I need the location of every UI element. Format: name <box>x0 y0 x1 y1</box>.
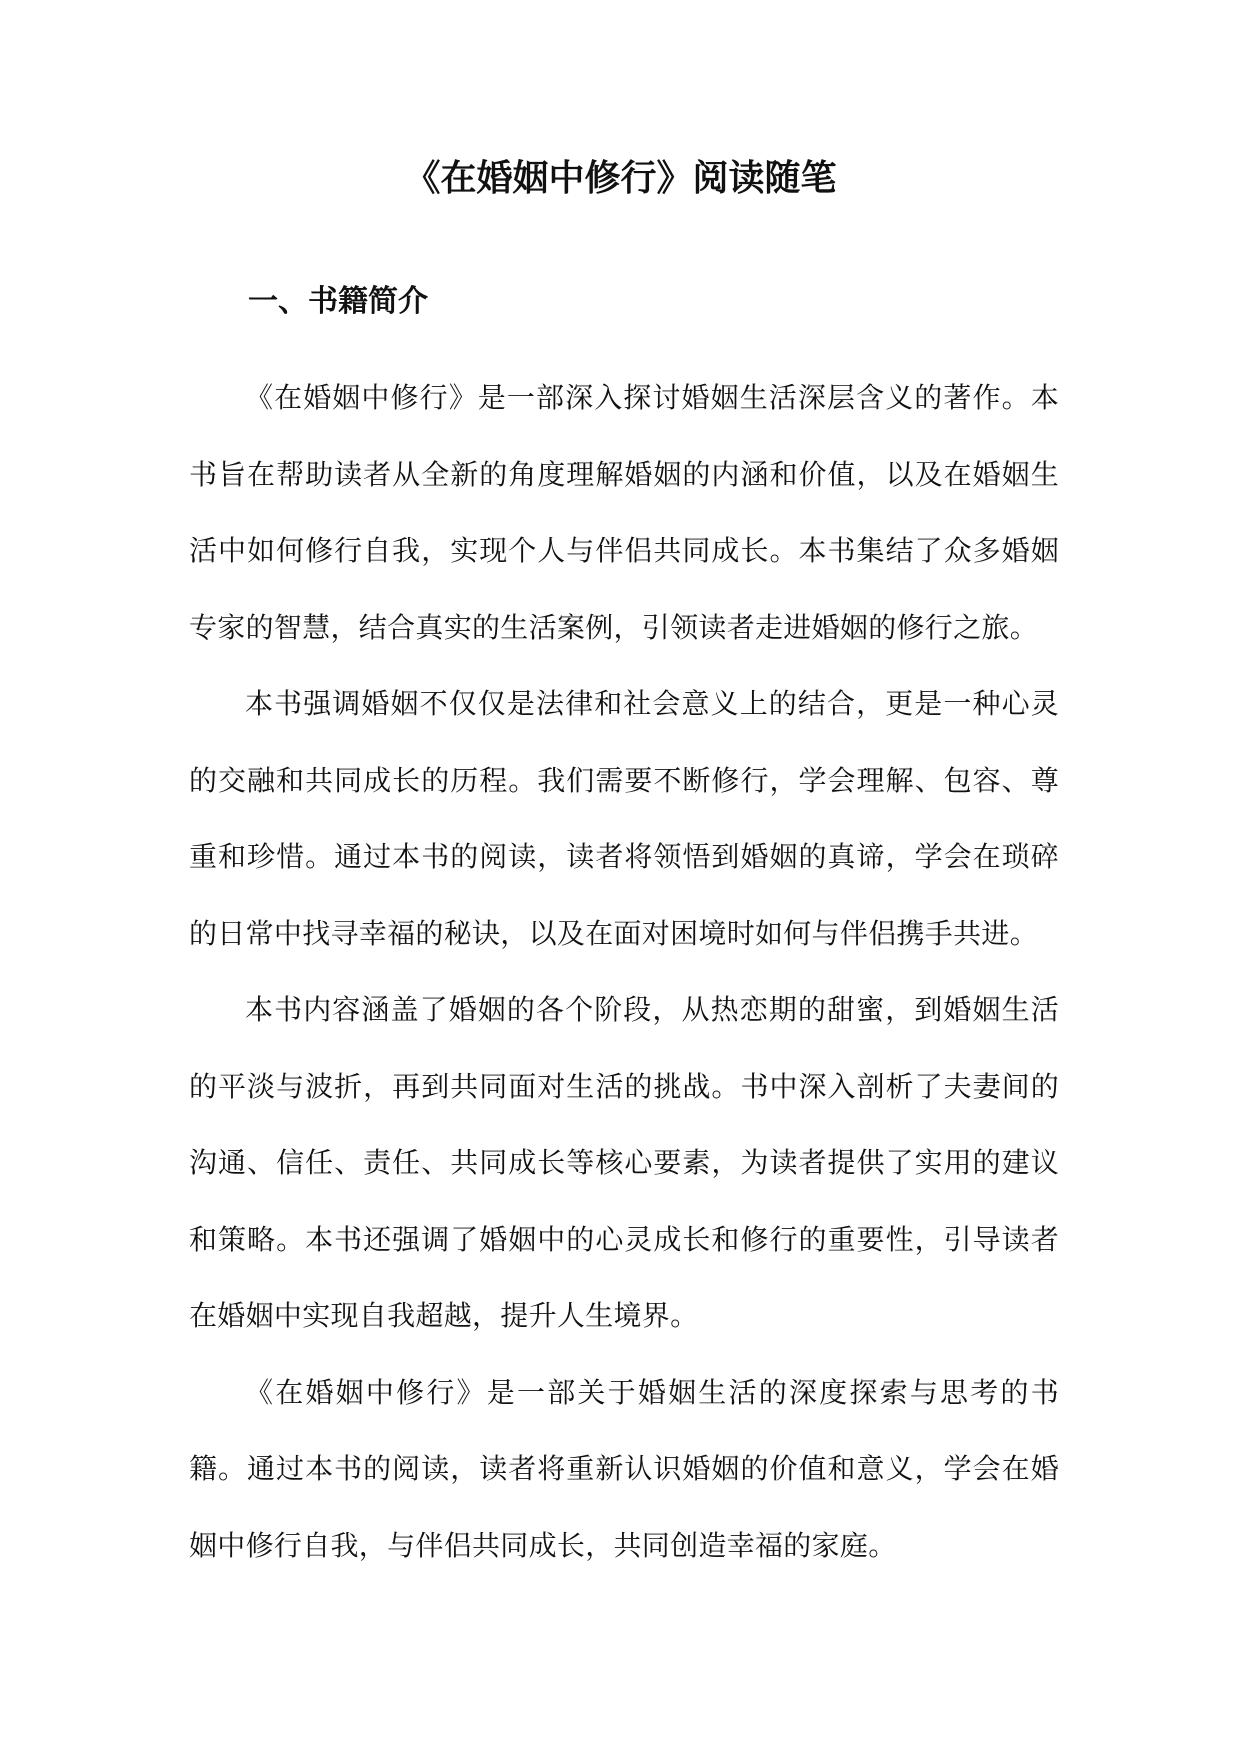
section-heading: 一、书籍简介 <box>248 284 428 319</box>
paragraph-1: 《在婚姻中修行》是一部深入探讨婚姻生活深层含义的著作。本书旨在帮助读者从全新的角度理解婚姻的内涵和价值，以及在婚姻生活中如何修行自我，实现个人与伴侣共同成长。本书集结了众多婚姻专家的智慧，结合真实的生活案例，引领读者走进婚姻的修行之旅。 <box>189 381 1059 644</box>
section-body <box>189 360 1059 1584</box>
document-title: 《在婚姻中修行》阅读随笔 <box>404 157 837 199</box>
paragraph-2: 本书强调婚姻不仅仅是法律和社会意义上的结合，更是一种心灵的交融和共同成长的历程。我们需要不断修行，学会理解、包容、尊重和珍惜。通过本书的阅读，读者将领悟到婚姻的真谛，学会在琐碎的日常中找寻幸福的秘诀，以及在面对困境时如何与伴侣携手共进。 <box>189 687 1059 950</box>
paragraph-4: 《在婚姻中修行》是一部关于婚姻生活的深度探索与思考的书籍。通过本书的阅读，读者将重新认识婚姻的价值和意义，学会在婚姻中修行自我，与伴侣共同成长，共同创造幸福的家庭。 <box>189 1375 1059 1562</box>
paragraph-3: 本书内容涵盖了婚姻的各个阶段，从热恋期的甜蜜，到婚姻生活的平淡与波折，再到共同面对生活的挑战。书中深入剖析了夫妻间的沟通、信任、责任、共同成长等核心要素，为读者提供了实用的建议和策略。本书还强调了婚姻中的心灵成长和修行的重要性，引导读者在婚姻中实现自我超越，提升人生境界。 <box>189 993 1059 1332</box>
